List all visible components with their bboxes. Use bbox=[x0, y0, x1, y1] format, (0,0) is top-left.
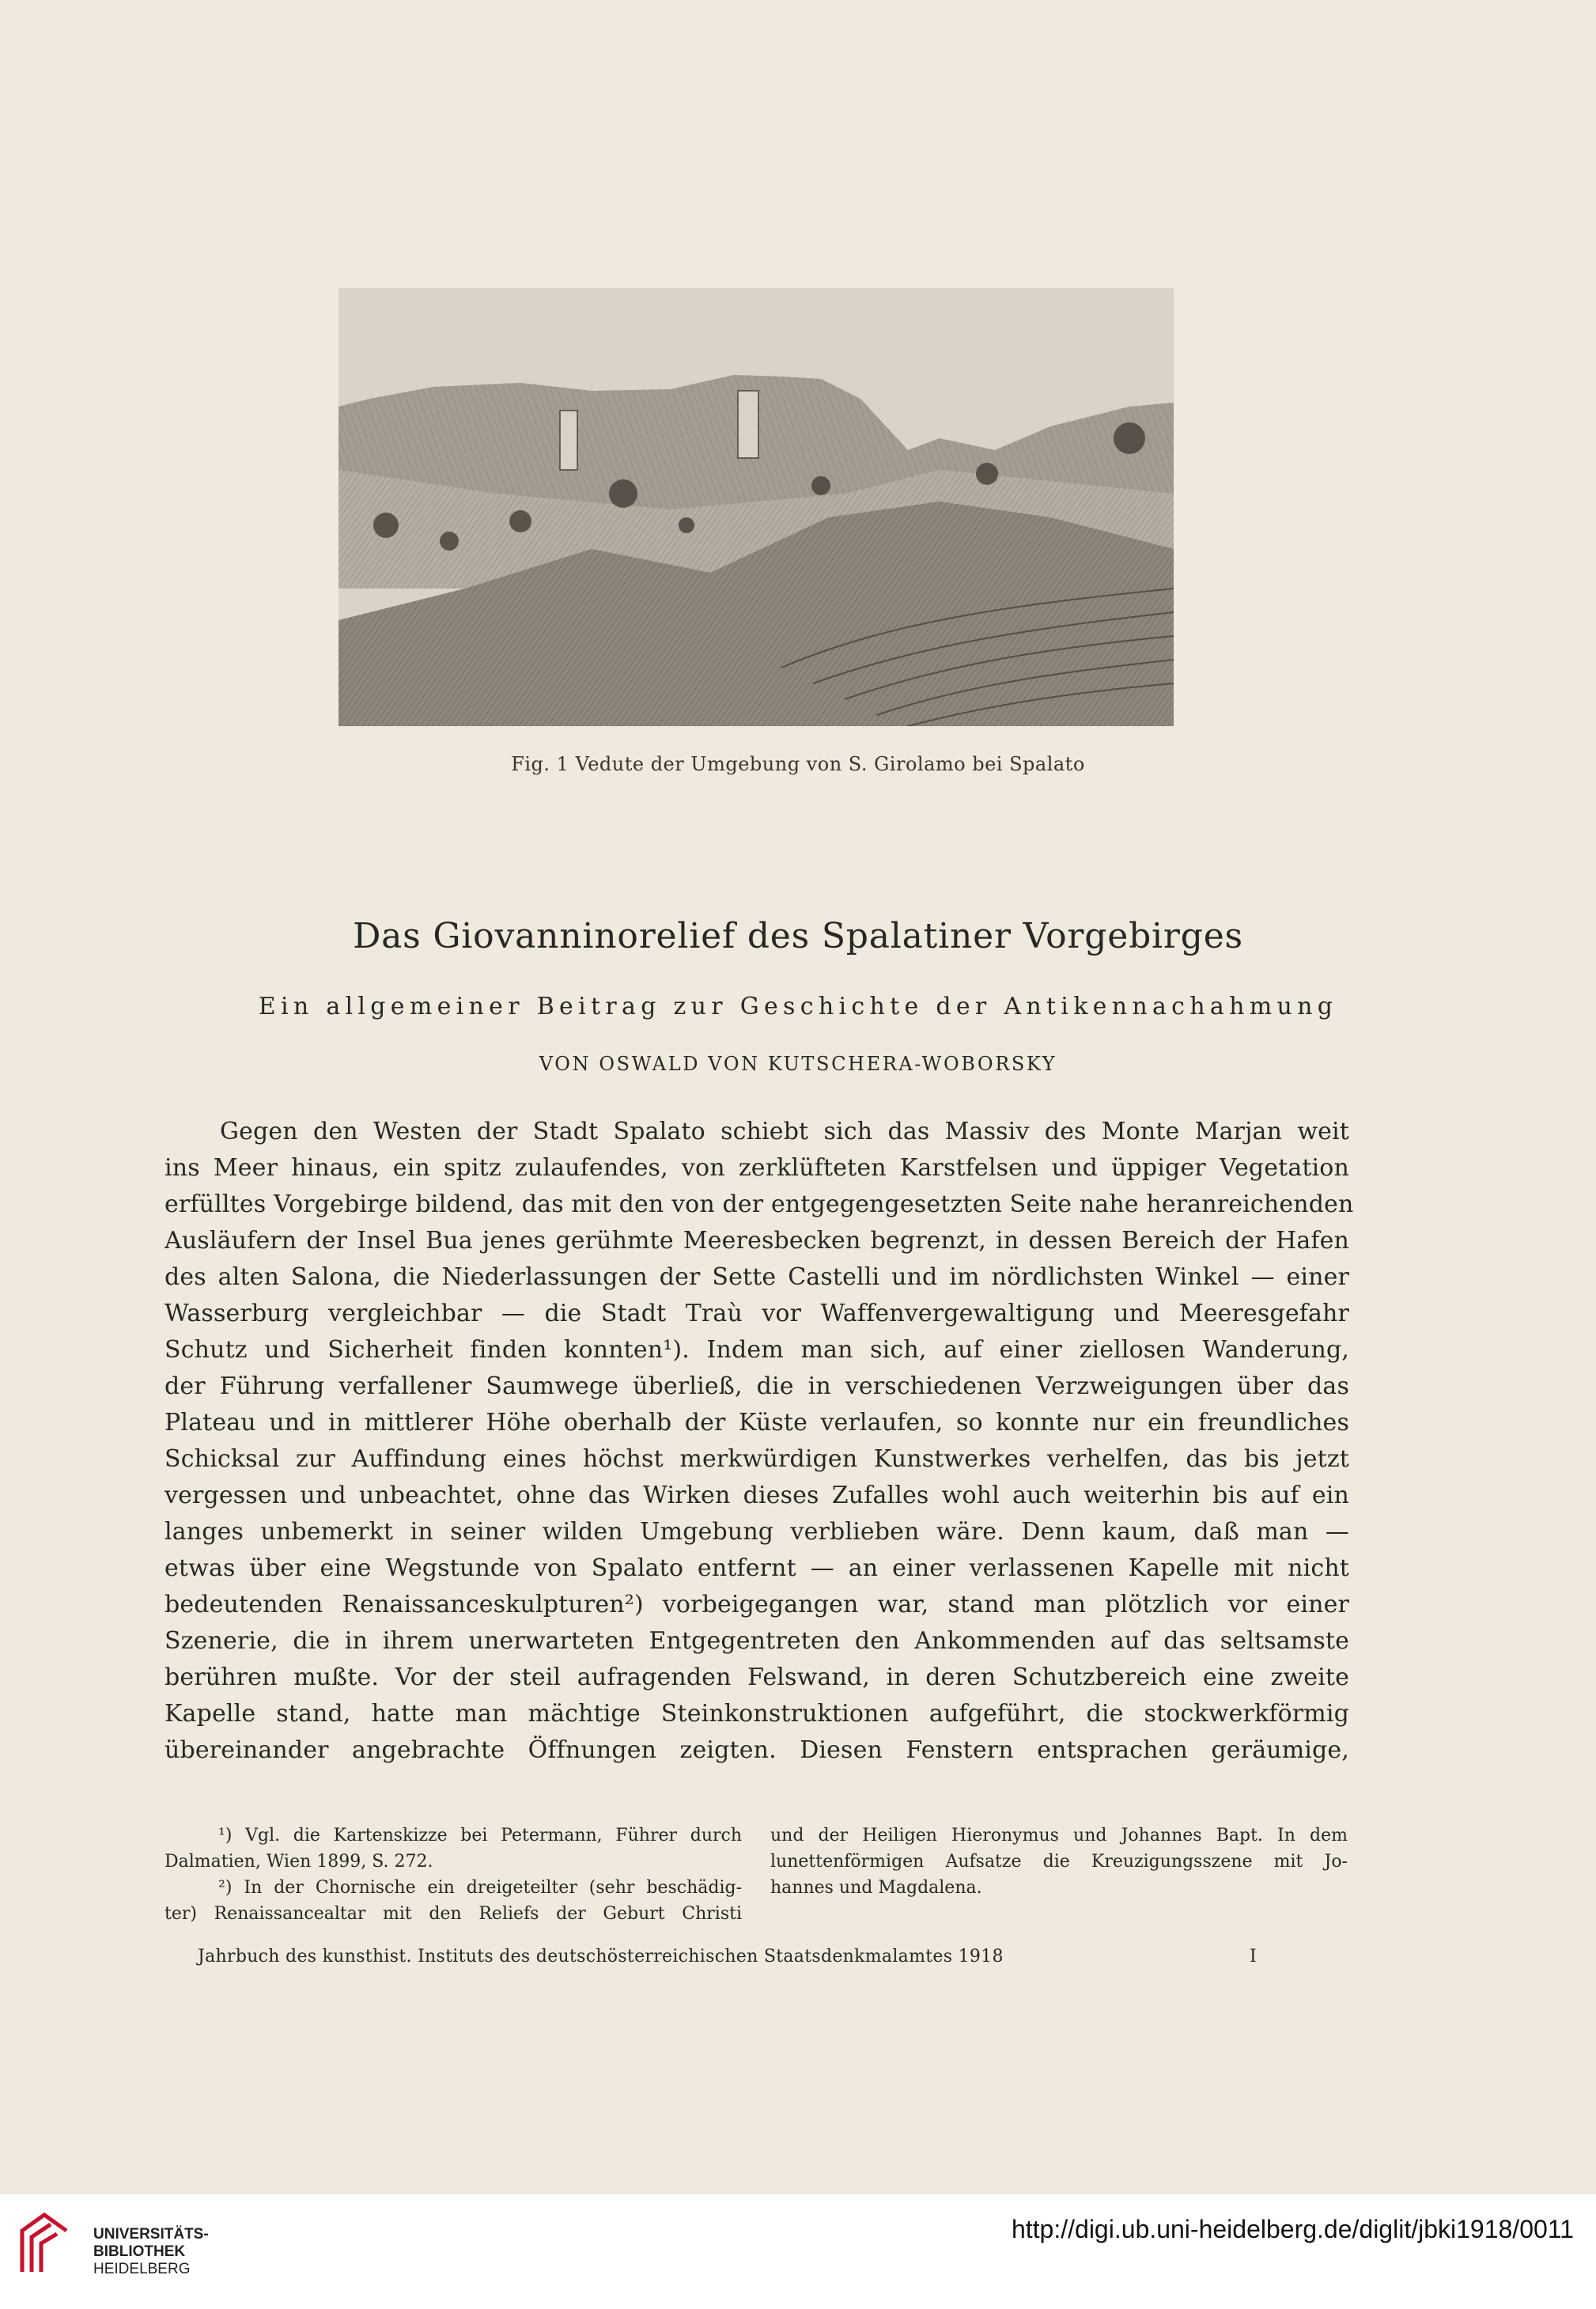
body-line: ins Meer hinaus, ein spitz zulaufendes, von zerklüfteten Karstfelsen und üppiger Vegetation bbox=[165, 1154, 1349, 1182]
body-line: etwas über eine Wegstunde von Spalato entfernt — an einer verlassenen Kapelle mit nicht bbox=[165, 1554, 1349, 1582]
library-name bbox=[93, 2226, 209, 2278]
body-line: Gegen den Westen der Stadt Spalato schiebt sich das Massiv des Monte Marjan weit bbox=[220, 1118, 1349, 1145]
footnotes-left-column bbox=[165, 1823, 742, 1927]
article-body bbox=[165, 1114, 1354, 1769]
body-line: Szenerie, die in ihrem unerwarteten Entgegentreten den Ankommenden auf das seltsamste bbox=[165, 1627, 1349, 1655]
body-line: übereinander angebrachte Öffnungen zeigten. Diesen Fenstern entsprachen geräumige, bbox=[165, 1736, 1349, 1764]
body-line: Plateau und in mittlerer Höhe oberhalb der Küste verlaufen, so konnte nur ein freundliches bbox=[165, 1409, 1349, 1437]
library-logo-icon bbox=[16, 2209, 73, 2278]
footnote-line: ¹) Vgl. die Kartenskizze bei Petermann, Führer durch bbox=[218, 1826, 742, 1845]
library-name-line: HEIDELBERG bbox=[93, 2261, 191, 2277]
landscape-engraving bbox=[338, 288, 1174, 726]
footnote-line: Dalmatien, Wien 1899, S. 272. bbox=[165, 1852, 433, 1872]
footnote-line: und der Heiligen Hieronymus und Johannes Bapt. In dem bbox=[770, 1826, 1348, 1845]
figure-caption: Fig. 1 Vedute der Umgebung von S. Girolamo bei Spalato bbox=[511, 753, 1085, 775]
body-line: Schutz und Sicherheit finden konnten¹). Indem man sich, auf einer ziellosen Wanderung, bbox=[165, 1336, 1349, 1364]
page-number: I bbox=[1250, 1947, 1257, 1966]
body-line: Kapelle stand, hatte man mächtige Steinkonstruktionen aufgeführt, die stockwerkförmig bbox=[165, 1700, 1349, 1728]
footnotes-right-column bbox=[770, 1823, 1348, 1901]
body-line: erfülltes Vorgebirge bildend, das mit den von der entgegengesetzten Seite nahe heranreichenden bbox=[165, 1190, 1354, 1218]
article-title: Das Giovanninorelief des Spalatiner Vorgebirges bbox=[353, 916, 1243, 956]
body-line: langes unbemerkt in seiner wilden Umgebung verblieben wäre. Denn kaum, daß man — bbox=[165, 1518, 1349, 1546]
body-line: bedeutenden Renaissanceskulpturen²) vorbeigegangen war, stand man plötzlich vor einer bbox=[165, 1591, 1349, 1618]
footnote-line: lunettenförmigen Aufsatze die Kreuzigungsszene mit Jo- bbox=[770, 1852, 1348, 1872]
body-line: Ausläufern der Insel Bua jenes gerühmte Meeresbecken begrenzt, in dessen Bereich der Hafen bbox=[165, 1227, 1349, 1255]
body-line: Schicksal zur Auffindung eines höchst merkwürdigen Kunstwerkes verhelfen, das bis jetzt bbox=[165, 1445, 1349, 1473]
figure-vedute-image bbox=[338, 288, 1174, 726]
library-name-line: BIBLIOTHEK bbox=[93, 2243, 186, 2260]
library-name-line: UNIVERSITÄTS- bbox=[93, 2226, 209, 2243]
article-subtitle: Ein allgemeiner Beitrag zur Geschichte der Antikennachahmung bbox=[258, 993, 1338, 1020]
footnote-line: ter) Renaissancealtar mit den Reliefs der Geburt Christi bbox=[165, 1904, 742, 1924]
body-line: des alten Salona, die Niederlassungen der Sette Castelli und im nördlichsten Winkel — einer bbox=[165, 1263, 1349, 1291]
body-line: Wasserburg vergleichbar — die Stadt Traù vor Waffenvergewaltigung und Meeresgefahr bbox=[165, 1300, 1349, 1327]
body-line: vergessen und unbeachtet, ohne das Wirken dieses Zufalles wohl auch weiterhin bis auf ein bbox=[165, 1482, 1349, 1509]
footnotes bbox=[165, 1823, 1349, 1941]
library-footer-bar bbox=[0, 2194, 1596, 2309]
source-url-link[interactable]: http://digi.ub.uni-heidelberg.de/diglit/jbki1918/0011 bbox=[1011, 2215, 1574, 2243]
journal-footer: Jahrbuch des kunsthist. Instituts des deutschösterreichischen Staatsdenkmalamtes 1918 bbox=[198, 1947, 1004, 1966]
body-line: der Führung verfallener Saumwege überließ, die in verschiedenen Verzweigungen über das bbox=[165, 1372, 1349, 1400]
footnote-line: hannes und Magdalena. bbox=[770, 1878, 982, 1898]
footnote-line: ²) In der Chornische ein dreigeteilter (sehr beschädig- bbox=[218, 1878, 742, 1898]
article-author: VON OSWALD VON KUTSCHERA-WOBORSKY bbox=[539, 1053, 1057, 1075]
body-line: berühren mußte. Vor der steil aufragenden Felswand, in deren Schutzbereich eine zweite bbox=[165, 1664, 1349, 1691]
